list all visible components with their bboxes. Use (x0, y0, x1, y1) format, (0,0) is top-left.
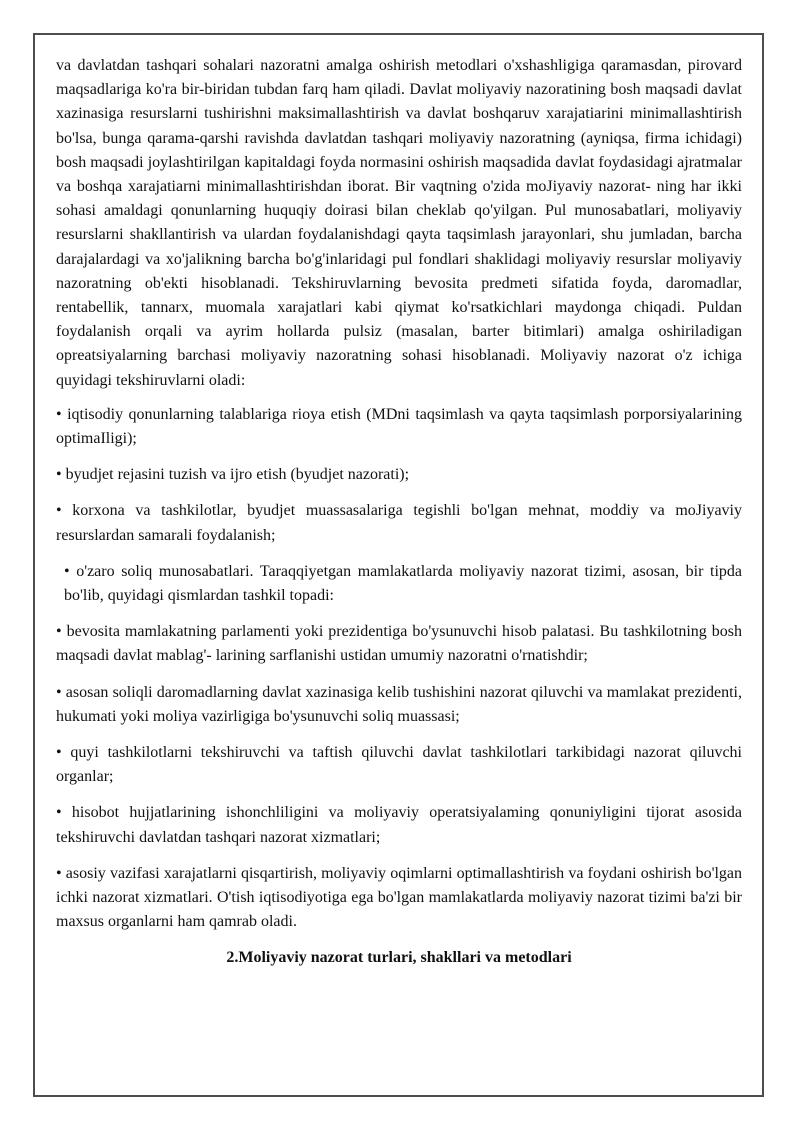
bullet-budget-plan: • byudjet rejasini tuzish va ijro etish (byudjet nazorati); (56, 466, 410, 484)
section-heading: 2.Moliyaviy nazorat turlari, shakllari va metodlari (226, 948, 572, 966)
bullet-nongovernment-control: • hisobot hujjatlarining ishonchliligini va moliyaviy operatsiyalaming qonuniyligini tijorat asosida tekshiruvchi davlatdan tashqari nazorat xizmatlari; (56, 804, 742, 846)
bullet-internal-control: • asosiy vazifasi xarajatlarni qisqartirish, moliyaviy oqimlarni optimallashtirish va foydani oshirish bo'lgan ichki nazorat xizmatlari. O'tish iqtisodiyotiga ega bo'lgan mamlakatlarda moliyaviy nazorat tizimi ba'zi bir maxsus organlarni ham qamrab oladi. (56, 864, 742, 931)
bullet-audit-chamber: • bevosita mamlakatning parlamenti yoki prezidentiga bo'ysunuvchi hisob palatasi. Bu tashkilotning bosh maqsadi davlat mablag'- larining sarflanishi ustidan umumiy nazoratni o'rnatishdir; (56, 623, 742, 665)
bullet-tax-relations: • o'zaro soliq munosabatlari. Taraqqiyetgan mamlakatlarda moliyaviy nazorat tizimi, asosan, bir tipda bo'lib, quyidagi qismlardan tashkil topadi: (64, 562, 742, 605)
intro-paragraph: va davlatdan tashqari sohalari nazoratni amalga oshirish metodlari o'xshashligiga qaramasdan, pirovard maqsadlariga ko'ra bir-biridan tubdan farq ham qiladi. Davlat moliyaviy nazoratining bosh maqsadi davlat xazinasiga resurslarni tushirishni maksimallashtirish va davlat boshqaruv xarajatiarini minimallashtirish bo'lsa, bunga qarama-qarshi ravishda davlatdan tashqari moliyaviy nazoratning (ayniqsa, firma ichidagi) bosh maqsadi joylashtirilgan kapitaldagi foyda normasini oshirish maqsadida davlat foydasidagi ajratmalar va boshqa xarajatiarni minimallashtirishdan iborat. Bir vaqtning o'zida moJiyaviy nazorat- ning har ikki sohasi amaldagi qonunlarning huquqiy doirasi bilan cheklab qo'yilgan. Pul munosabatlari, moliyaviy resurslarni shakllantirish va ulardan foydalanishdagi qayta taqsimlash jarayonlari, shu jumladan, barcha darajalardagi va xo'jalikning barcha bo'g'inlaridagi pul fondlari shaklidagi moliyaviy resurslar moliyaviy nazoratning ob'ekti hisoblanadi. Tekshiruvlarning bevosita predmeti sifatida foyda, daromadlar, rentabellik, tannarx, muomala xarajatlari kabi qiymat ko'rsatkichlari maydonga chiqadi. Puldan foydalanish orqali va ayrim hollarda pulsiz (masalan, barter bitimlari) amalga oshiriladigan opreatsiyalarning barchasi moliyaviy nazoratning sohasi hisoblanadi. Moliyaviy nazorat o'z ichiga quyidagi tekshiruvlarni oladi: (56, 57, 742, 389)
bullet-tax-service: • asosan soliqli daromadlarning davlat xazinasiga kelib tushishini nazorat qiluvchi va mamlakat prezidenti, hukumati yoki moliya vazirligiga bo'ysunuvchi soliq muassasi; (56, 683, 742, 725)
bullet-resources-use: • korxona va tashkilotlar, byudjet muassasalariga tegishli bo'lgan mehnat, moddiy va moJiyaviy resurslardan samarali foydalanish; (56, 502, 742, 544)
document-body (56, 54, 742, 969)
bullet-economic-laws: • iqtisodiy qonunlarning talablariga rioya etish (MDni taqsimlash va qayta taqsimlash porporsiyalarining optimaIligi); (56, 405, 742, 448)
bullet-control-organs: • quyi tashkilotlarni tekshiruvchi va taftish qiluvchi davlat tashkilotlari tarkibidagi nazorat qiluvchi organlar; (56, 744, 742, 786)
